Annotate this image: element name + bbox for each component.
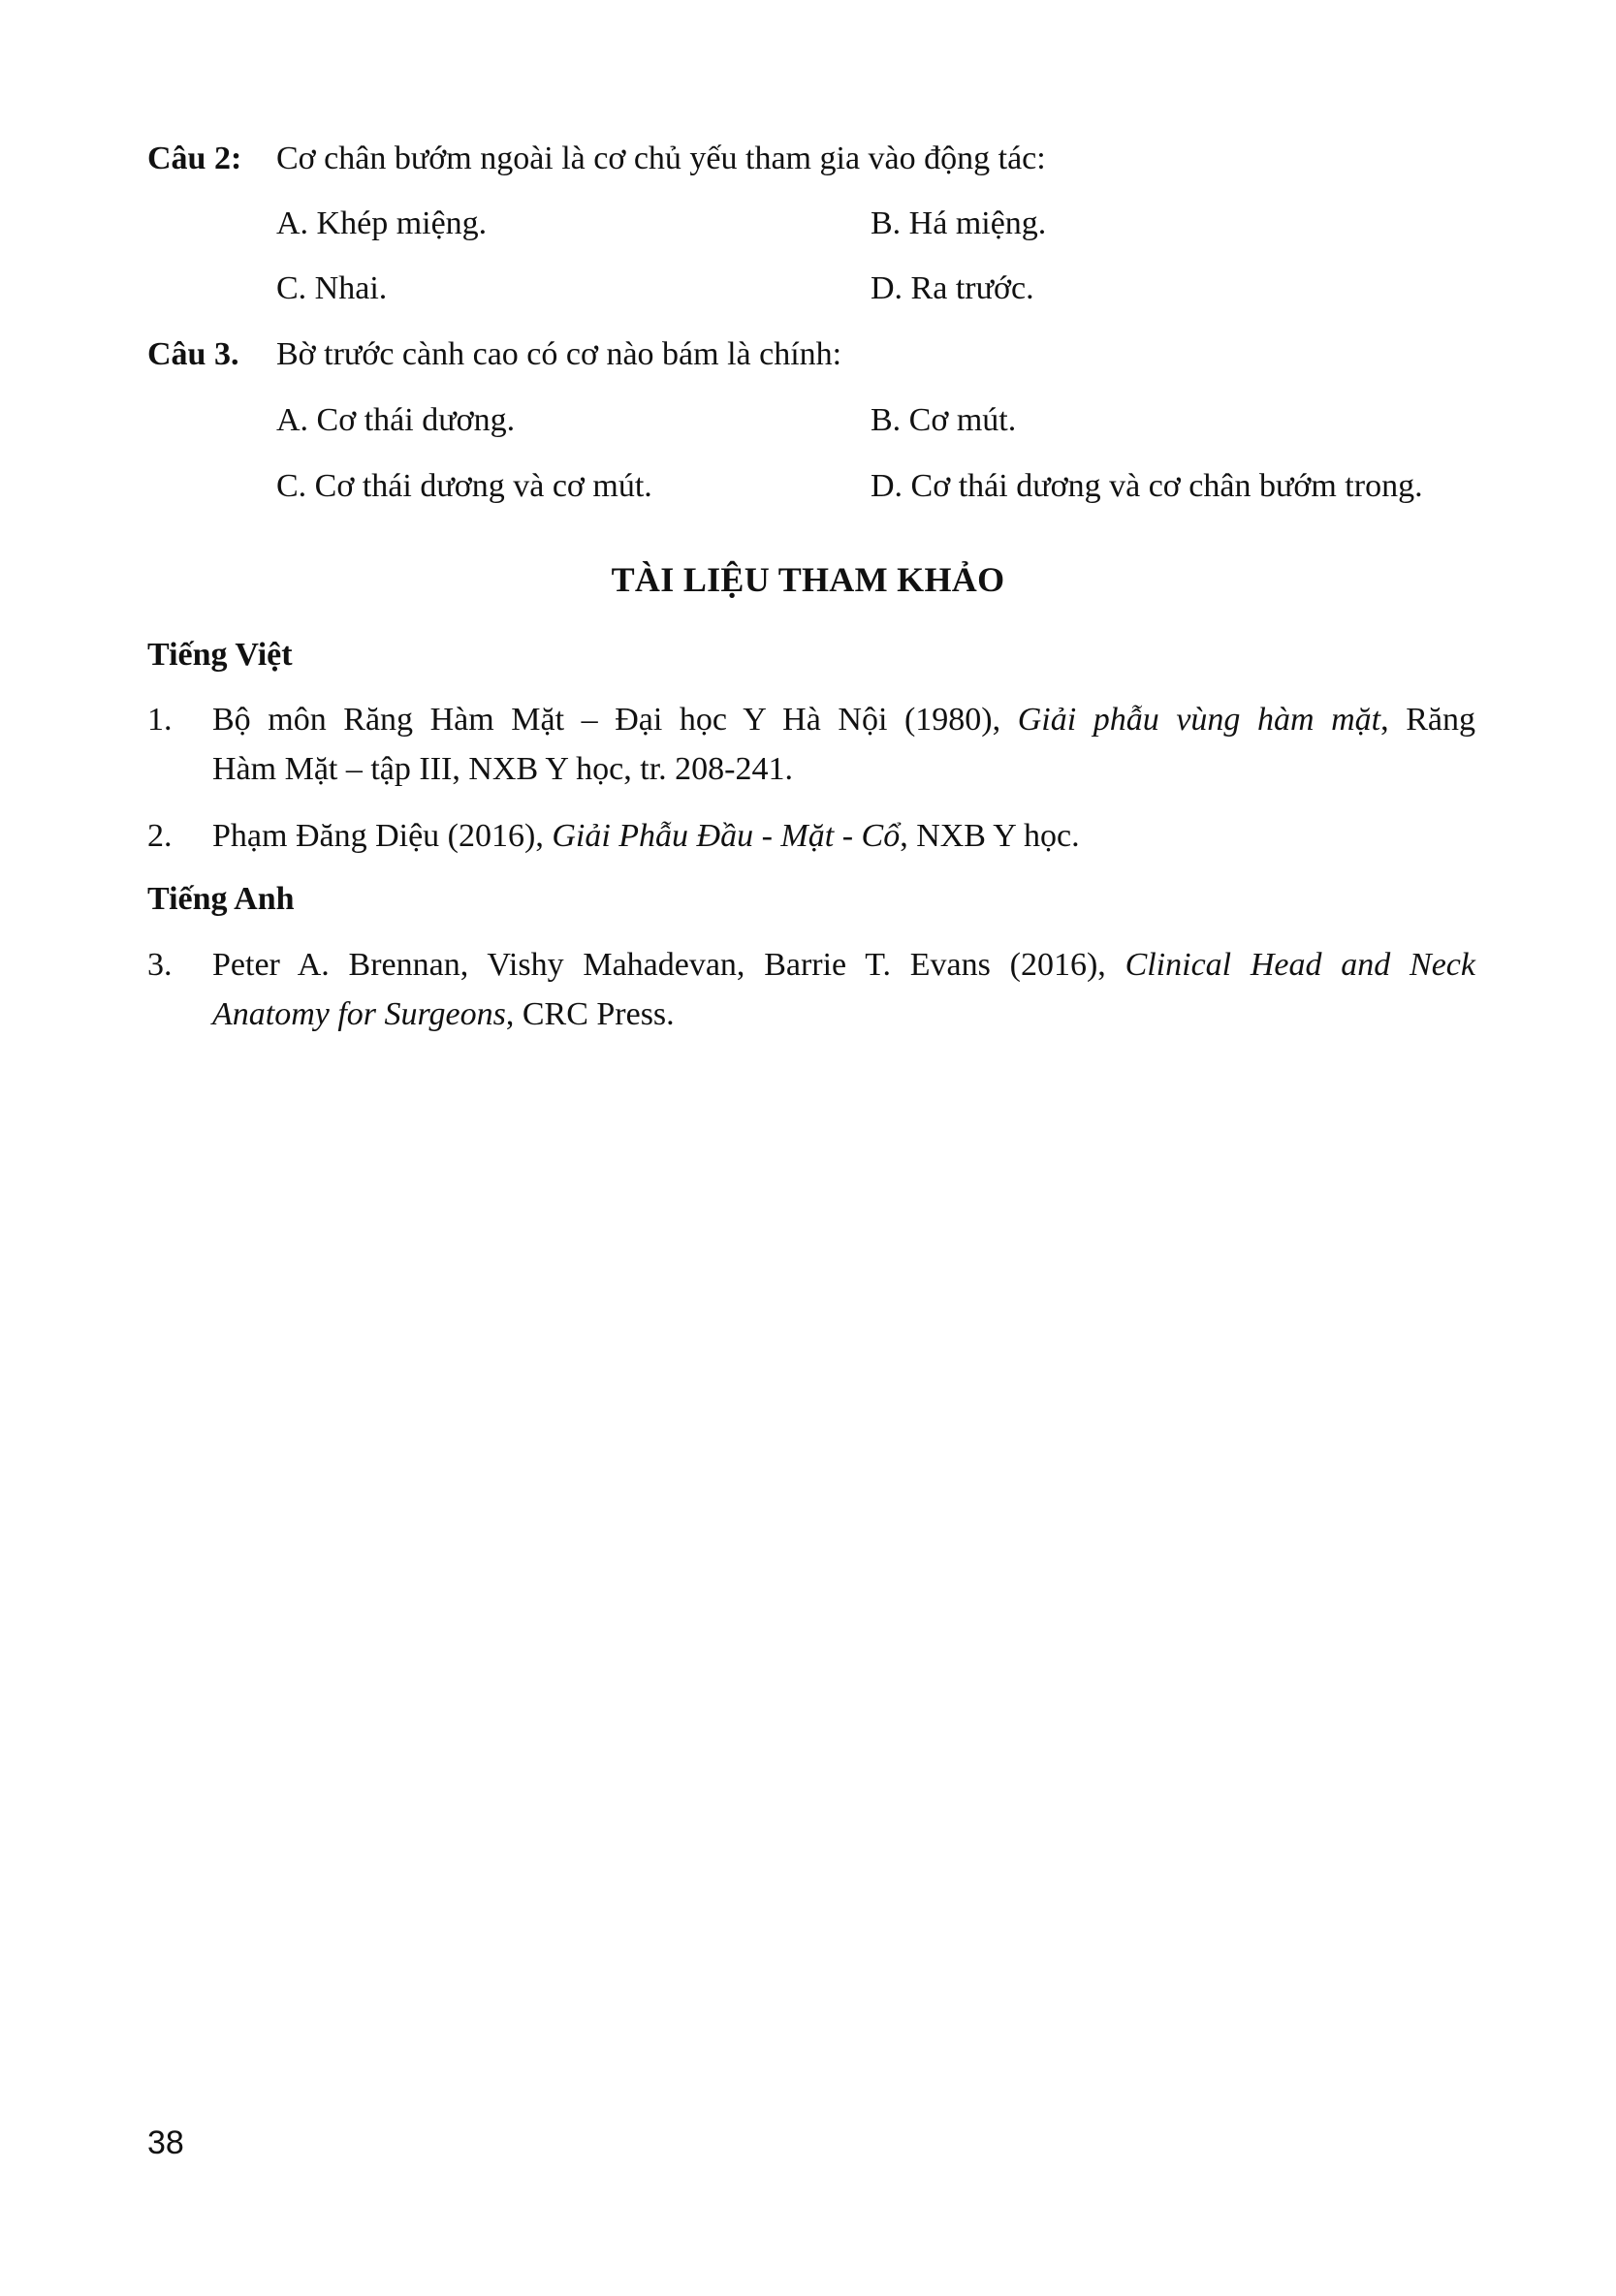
references-heading: TÀI LIỆU THAM KHẢO bbox=[611, 560, 1005, 599]
reference-suffix: , CRC Press. bbox=[505, 996, 675, 1032]
reference-body bbox=[212, 811, 1475, 861]
question-label: Câu 2: bbox=[147, 141, 242, 176]
reference-authors: Phạm Đăng Diệu (2016), bbox=[212, 818, 553, 854]
reference-authors: Peter A. Brennan, Vishy Mahadevan, Barrie T. Evans (2016), bbox=[212, 947, 1125, 983]
reference-number: 1. bbox=[147, 702, 173, 738]
section-title-english: Tiếng Anh bbox=[147, 881, 295, 917]
page-number: 38 bbox=[147, 2124, 184, 2161]
option-d: D. Ra trước. bbox=[871, 270, 1034, 306]
reference-title: Giải Phẫu Đầu - Mặt - Cổ bbox=[552, 818, 901, 854]
option-a: A. Khép miệng. bbox=[276, 205, 488, 241]
question-label: Câu 3. bbox=[147, 336, 239, 372]
option-c: C. Nhai. bbox=[276, 270, 388, 306]
reference-body bbox=[212, 695, 1475, 794]
reference-title: Giải phẫu vùng hàm mặt bbox=[1017, 702, 1381, 738]
option-b: B. Cơ mút. bbox=[871, 402, 1017, 438]
reference-line-2: Hàm Mặt – tập III, NXB Y học, tr. 208-241. bbox=[212, 751, 793, 787]
reference-number: 3. bbox=[147, 947, 173, 983]
question-text: Bờ trước cành cao có cơ nào bám là chính: bbox=[276, 336, 842, 372]
reference-number: 2. bbox=[147, 818, 173, 854]
option-d: D. Cơ thái dương và cơ chân bướm trong. bbox=[871, 468, 1423, 504]
option-b: B. Há miệng. bbox=[871, 205, 1047, 241]
option-a: A. Cơ thái dương. bbox=[276, 402, 516, 438]
reference-body bbox=[212, 940, 1475, 1039]
reference-line-1 bbox=[212, 811, 1475, 861]
question-text: Cơ chân bướm ngoài là cơ chủ yếu tham gia vào động tác: bbox=[276, 141, 1046, 176]
reference-suffix: , NXB Y học. bbox=[900, 818, 1080, 854]
reference-authors: Bộ môn Răng Hàm Mặt – Đại học Y Hà Nội (1980), bbox=[212, 702, 1018, 738]
section-title-vietnamese: Tiếng Việt bbox=[147, 637, 293, 673]
reference-suffix: , Răng bbox=[1380, 702, 1475, 738]
option-c: C. Cơ thái dương và cơ mút. bbox=[276, 468, 652, 504]
reference-title-part-2: Anatomy for Surgeons bbox=[212, 996, 506, 1032]
reference-line-2 bbox=[212, 990, 1475, 1039]
reference-line-1 bbox=[212, 940, 1475, 990]
reference-title-part-1: Clinical Head and Neck bbox=[1125, 947, 1475, 983]
reference-line-1 bbox=[212, 695, 1475, 744]
